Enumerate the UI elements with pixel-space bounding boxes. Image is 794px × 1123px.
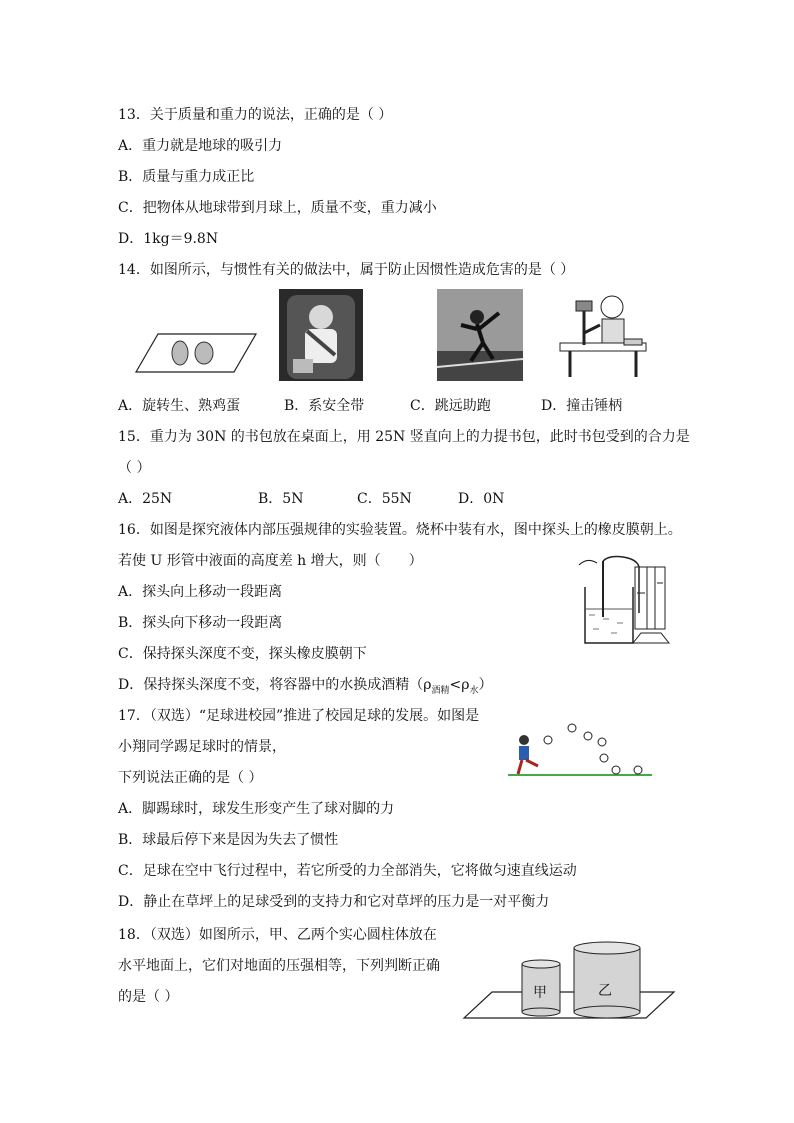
cylinder-yi-label: 乙 xyxy=(598,983,612,999)
q17-stem-cont2: 下列说法正确的是（ ） xyxy=(118,770,263,786)
spinning-eggs-figure xyxy=(134,330,260,376)
u-tube-apparatus-figure xyxy=(573,553,673,649)
q13-option-d: D．1kg＝9.8N xyxy=(118,231,219,247)
q14-option-c: C．跳远助跑 xyxy=(410,398,491,414)
q16-option-d: D．保持探头深度不变，将容器中的水换成酒精$(\rho_{酒精}<\rho_水)$ xyxy=(118,677,493,696)
q18-stem-cont2: 的是（ ） xyxy=(118,989,179,1005)
q15-stem-cont: （ ） xyxy=(118,460,151,476)
q16-option-c: C．保持探头深度不变，探头橡皮膜朝下 xyxy=(118,646,367,662)
q16-stem: 16．如图是探究液体内部压强规律的实验装置。烧杯中装有水，图中探头上的橡皮膜朝上。 xyxy=(118,522,682,538)
q15-option-d: D．0N xyxy=(458,491,505,507)
q17-option-c: C．足球在空中飞行过程中，若它所受的力全部消失，它将做匀速直线运动 xyxy=(118,863,577,879)
cylinder-jia-label: 甲 xyxy=(533,985,547,1001)
football-kick-figure xyxy=(508,720,652,780)
q13-stem: 13．关于质量和重力的说法，正确的是（ ） xyxy=(118,107,393,123)
q17-stem: 17．（双选）“足球进校园”推进了校园足球的发展。如图是 xyxy=(118,708,480,724)
q17-option-b: B．球最后停下来是因为失去了惯性 xyxy=(118,832,339,848)
q18-stem-cont1: 水平地面上，它们对地面的压强相等，下列判断正确 xyxy=(118,958,440,974)
q16-option-a: A．探头向上移动一段距离 xyxy=(118,584,283,600)
q17-stem-cont1: 小翔同学踢足球时的情景， xyxy=(118,739,286,755)
q18-stem: 18．（双选）如图所示，甲、乙两个实心圆柱体放在 xyxy=(118,927,437,943)
q16-option-b: B．探头向下移动一段距离 xyxy=(118,615,283,631)
q13-option-c: C．把物体从地球带到月球上，质量不变，重力减小 xyxy=(118,200,437,216)
q15-option-b: B．5N xyxy=(258,491,304,507)
q13-option-a: A．重力就是地球的吸引力 xyxy=(118,138,283,154)
q14-option-b: B．系安全带 xyxy=(284,398,365,414)
seatbelt-photo xyxy=(279,289,363,381)
q14-option-d: D．撞击锤柄 xyxy=(541,398,623,414)
hammer-handle-figure xyxy=(556,289,650,381)
q15-option-c: C．55N xyxy=(357,491,412,507)
q14-stem: 14．如图所示，与惯性有关的做法中，属于防止因惯性造成危害的是（ ） xyxy=(118,262,575,278)
q15-stem: 15．重力为 30N 的书包放在桌面上，用 25N 竖直向上的力提书包，此时书包受到的合力是 xyxy=(118,429,690,445)
q17-option-d: D．静止在草坪上的足球受到的支持力和它对草坪的压力是一对平衡力 xyxy=(118,894,550,910)
q14-option-a: A．旋转生、熟鸡蛋 xyxy=(118,398,241,414)
long-jump-photo xyxy=(437,289,523,381)
cylinders-figure xyxy=(462,936,676,1022)
q17-option-a: A．脚踢球时，球发生形变产生了球对脚的力 xyxy=(118,801,395,817)
q15-option-a: A．25N xyxy=(118,491,173,507)
q16-stem-cont: 若使 U 形管中液面的高度差 h 增大，则（ ） xyxy=(118,553,423,569)
q13-option-b: B．质量与重力成正比 xyxy=(118,169,255,185)
